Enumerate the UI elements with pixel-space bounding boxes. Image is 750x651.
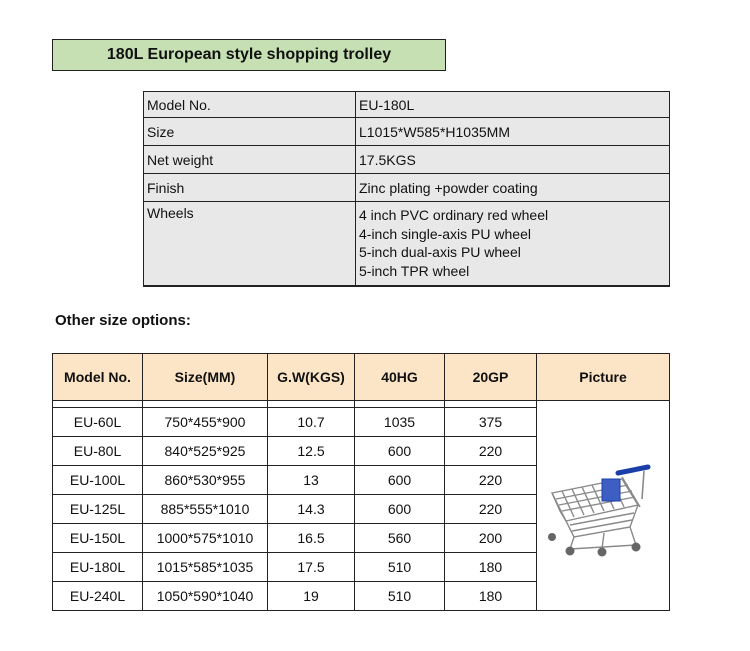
cell-40hg: 600 [355, 495, 445, 524]
header-size: Size(MM) [143, 354, 268, 401]
cell-model: EU-180L [53, 553, 143, 582]
spec-value: L1015*W585*H1035MM [356, 118, 670, 146]
cell-gw: 19 [268, 582, 355, 611]
cell-40hg: 510 [355, 582, 445, 611]
spec-key: Wheels [144, 202, 356, 286]
header-40hg: 40HG [355, 354, 445, 401]
cell-model: EU-100L [53, 466, 143, 495]
cell-20gp: 180 [445, 582, 537, 611]
cell-40hg: 600 [355, 437, 445, 466]
header-picture: Picture [537, 354, 670, 401]
options-table [52, 353, 670, 611]
cell-20gp: 220 [445, 437, 537, 466]
spec-key: Net weight [144, 146, 356, 174]
spec-value-wheels [356, 202, 670, 286]
options-header-row [53, 354, 670, 401]
cell-40hg: 600 [355, 466, 445, 495]
cell-model: EU-240L [53, 582, 143, 611]
cell-gw: 12.5 [268, 437, 355, 466]
spec-value: 17.5KGS [356, 146, 670, 174]
cell-model: EU-80L [53, 437, 143, 466]
cell-40hg: 560 [355, 524, 445, 553]
wheel-option: 5-inch dual-axis PU wheel [359, 244, 521, 260]
spec-row [144, 92, 670, 118]
cell-20gp: 220 [445, 495, 537, 524]
cell-40hg: 510 [355, 553, 445, 582]
spec-key: Size [144, 118, 356, 146]
wheel-option: 4-inch single-axis PU wheel [359, 225, 531, 242]
cell-gw: 13 [268, 466, 355, 495]
cell-40hg: 1035 [355, 408, 445, 437]
wheel-option: 4 inch PVC ordinary red wheel [359, 207, 549, 223]
header-gw: G.W(KGS) [268, 354, 355, 401]
cell-size: 1000*575*1010 [143, 524, 268, 553]
header-model: Model No. [53, 354, 143, 401]
spec-value: Zinc plating +powder coating [356, 174, 670, 202]
spec-row [144, 146, 670, 174]
options-heading: Other size options: [55, 312, 191, 329]
cell-size: 1050*590*1040 [143, 582, 268, 611]
trolley-picture-cell [537, 401, 670, 611]
shopping-trolley-image [544, 449, 662, 559]
cell-model: EU-125L [53, 495, 143, 524]
cell-size: 840*525*925 [143, 437, 268, 466]
cell-gw: 10.7 [268, 408, 355, 437]
cell-size: 750*455*900 [143, 408, 268, 437]
spec-row [144, 174, 670, 202]
cell-gw: 16.5 [268, 524, 355, 553]
cell-20gp: 220 [445, 466, 537, 495]
cell-gw: 14.3 [268, 495, 355, 524]
cell-size: 860*530*955 [143, 466, 268, 495]
cell-20gp: 180 [445, 553, 537, 582]
cell-model: EU-150L [53, 524, 143, 553]
spec-table [143, 91, 670, 287]
options-spacer-row [53, 401, 670, 408]
header-20gp: 20GP [445, 354, 537, 401]
cell-20gp: 200 [445, 524, 537, 553]
cell-size: 885*555*1010 [143, 495, 268, 524]
page-title: 180L European style shopping trolley [52, 39, 446, 71]
spec-value: EU-180L [356, 92, 670, 118]
cell-20gp: 375 [445, 408, 537, 437]
wheel-option: 5-inch TPR wheel [359, 262, 470, 279]
spec-row [144, 118, 670, 146]
spec-key: Model No. [144, 92, 356, 118]
cell-size: 1015*585*1035 [143, 553, 268, 582]
spec-key: Finish [144, 174, 356, 202]
cell-model: EU-60L [53, 408, 143, 437]
spec-row-wheels [144, 202, 670, 286]
cell-gw: 17.5 [268, 553, 355, 582]
